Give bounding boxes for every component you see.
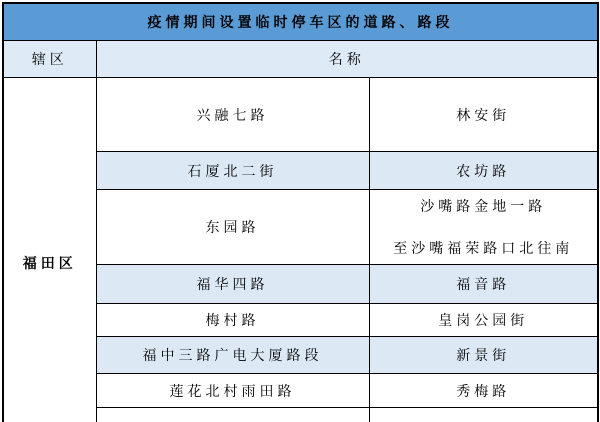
road-cell-left: 石厦北二街 (96, 152, 369, 190)
road-cell-left: 东园路 (96, 190, 369, 265)
header-district: 辖区 (3, 41, 96, 78)
road-cell-left: 福华四路 (96, 265, 369, 304)
road-cell-left (96, 408, 369, 422)
road-cell-right: 福音路 (369, 265, 598, 304)
road-cell-right (369, 408, 598, 422)
district-cell: 福田区 (3, 78, 96, 422)
road-cell-left: 兴融七路 (96, 78, 369, 152)
table-title-row (3, 3, 598, 41)
road-cell-right: 秀梅路 (369, 374, 598, 408)
parking-roads-table (2, 2, 599, 422)
road-cell-left: 梅村路 (96, 304, 369, 337)
road-name-line1: 沙嘴路金地一路 (420, 200, 547, 215)
table-title: 疫情期间设置临时停车区的道路、路段 (3, 3, 598, 41)
table-row (3, 78, 598, 152)
road-cell-right: 皇岗公园街 (369, 304, 598, 337)
table-header-row (3, 41, 598, 78)
road-cell-left: 福中三路广电大厦路段 (96, 337, 369, 374)
header-name: 名称 (96, 41, 598, 78)
road-name-line2: 至沙嘴福荣路口北往南 (393, 242, 574, 257)
road-cell-left: 莲花北村雨田路 (96, 374, 369, 408)
road-cell-right (369, 190, 598, 265)
road-cell-right: 林安街 (369, 78, 598, 152)
road-cell-right: 新景街 (369, 337, 598, 374)
road-cell-right: 农坊路 (369, 152, 598, 190)
